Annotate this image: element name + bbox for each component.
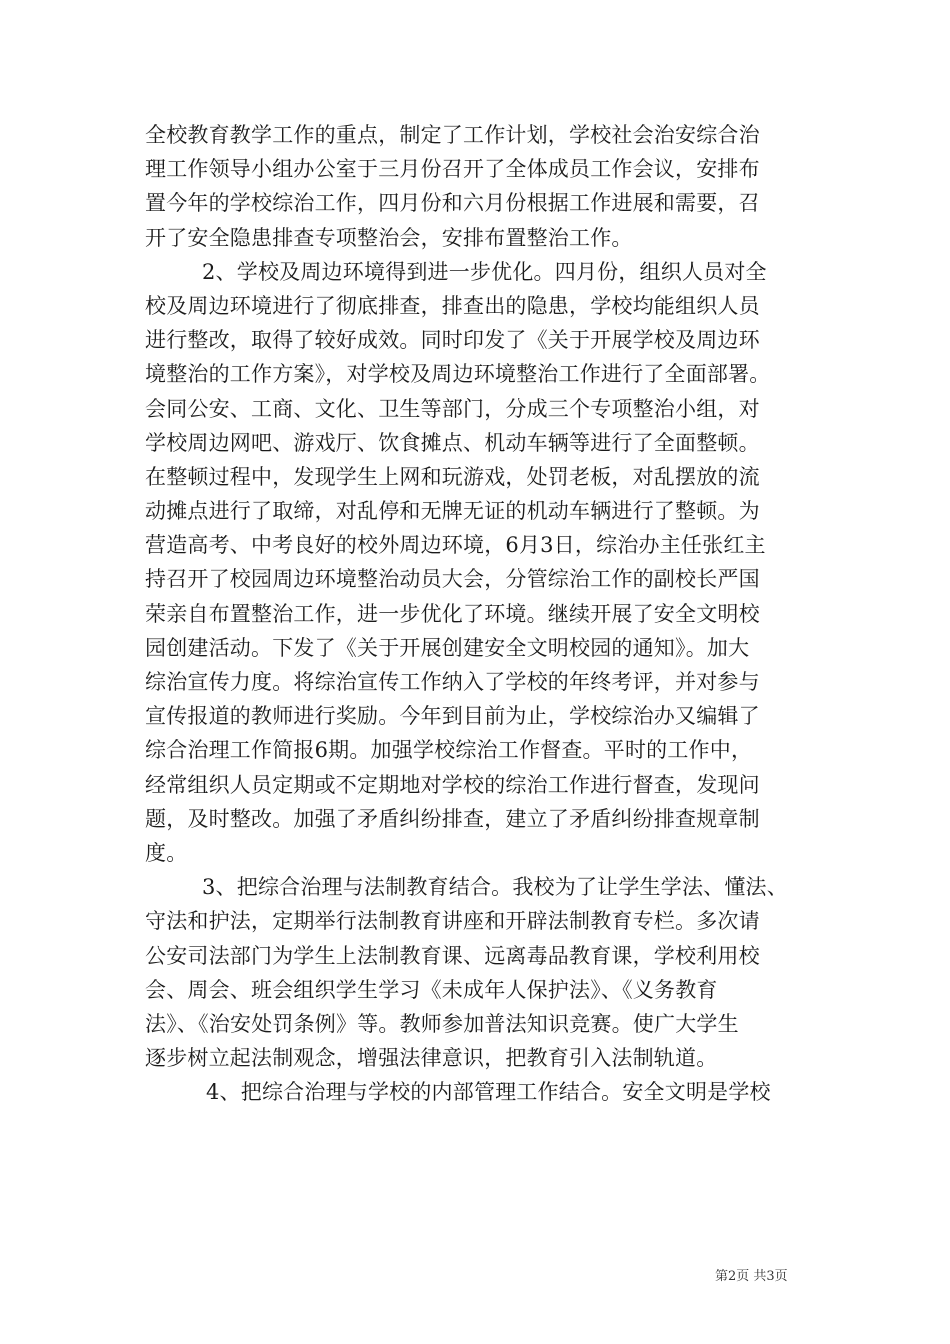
text-line: 4、把综合治理与学校的内部管理工作结合。安全文明是学校 — [206, 1080, 771, 1105]
text-line: 营造高考、中考良好的校外周边环境，6月3日，综治办主任张红主 — [145, 533, 766, 558]
text-line: 全校教育教学工作的重点，制定了工作计划，学校社会治安综合治 — [145, 123, 760, 147]
text-line: 综合治理工作简报6期。加强学校综治工作督查。平时的工作中， — [145, 738, 753, 763]
document-body — [145, 118, 825, 1109]
text-line: 境整治的工作方案》，对学校及周边环境整治工作进行了全面部署。 — [145, 362, 771, 387]
text-line: 3、把综合治理与法制教育结合。我校为了让学生学法、懂法、 — [202, 875, 788, 900]
text-line: 荣亲自布置整治工作，进一步优化了环境。继续开展了安全文明校 — [145, 601, 760, 626]
text-line: 综治宣传力度。将综治宣传工作纳入了学校的年终考评，并对参与 — [145, 670, 760, 694]
text-line: 持召开了校园周边环境整治动员大会，分管综治工作的副校长严国 — [145, 567, 760, 592]
text-line: 会、周会、班会组织学生学习《未成年人保护法》、《义务教育 — [145, 977, 718, 1002]
text-line: 园创建活动。下发了《关于开展创建安全文明校园的通知》。加大 — [145, 635, 750, 660]
paragraph-3 — [145, 870, 825, 1075]
text-line: 公安司法部门为学生上法制教育课、远离毒品教育课，学校利用校 — [145, 943, 760, 968]
text-line: 开了安全隐患排查专项整治会，安排布置整治工作。 — [145, 225, 633, 250]
text-line: 度。 — [145, 840, 188, 865]
text-line: 逐步树立起法制观念，增强法律意识，把教育引入法制轨道。 — [145, 1046, 718, 1071]
text-line: 守法和护法，定期举行法制教育讲座和开辟法制教育专栏。多次请 — [145, 909, 760, 934]
text-line: 会同公安、工商、文化、卫生等部门，分成三个专项整治小组，对 — [145, 396, 760, 421]
text-line: 在整顿过程中，发现学生上网和玩游戏，处罚老板，对乱摆放的流 — [145, 464, 760, 489]
text-line: 经常组织人员定期或不定期地对学校的综治工作进行督查，发现问 — [145, 772, 760, 797]
text-line: 2、学校及周边环境得到进一步优化。四月份，组织人员对全 — [202, 259, 767, 284]
text-line: 动摊点进行了取缔，对乱停和无牌无证的机动车辆进行了整顿。为 — [145, 499, 760, 524]
text-line: 进行整改，取得了较好成效。同时印发了《关于开展学校及周边环 — [145, 328, 760, 353]
page-number-footer: 第2页 共3页 — [715, 1269, 788, 1284]
text-line: 理工作领导小组办公室于三月份召开了全体成员工作会议，安排布 — [145, 157, 760, 182]
text-line: 校及周边环境进行了彻底排查，排查出的隐患，学校均能组织人员 — [145, 293, 760, 318]
paragraph-4 — [145, 1075, 825, 1109]
text-line: 置今年的学校综治工作，四月份和六月份根据工作进展和需要，召 — [145, 191, 760, 216]
text-line: 学校周边网吧、游戏厅、饮食摊点、机动车辆等进行了全面整顿。 — [145, 430, 760, 455]
text-line: 宣传报道的教师进行奖励。今年到目前为止，学校综治办又编辑了 — [145, 704, 760, 729]
paragraph-2 — [145, 255, 825, 870]
text-line: 法》、《治安处罚条例》等。教师参加普法知识竞赛。使广大学生 — [145, 1011, 739, 1036]
text-line: 题，及时整改。加强了矛盾纠纷排查，建立了矛盾纠纷排查规章制 — [145, 806, 760, 831]
paragraph-1 — [145, 118, 825, 255]
